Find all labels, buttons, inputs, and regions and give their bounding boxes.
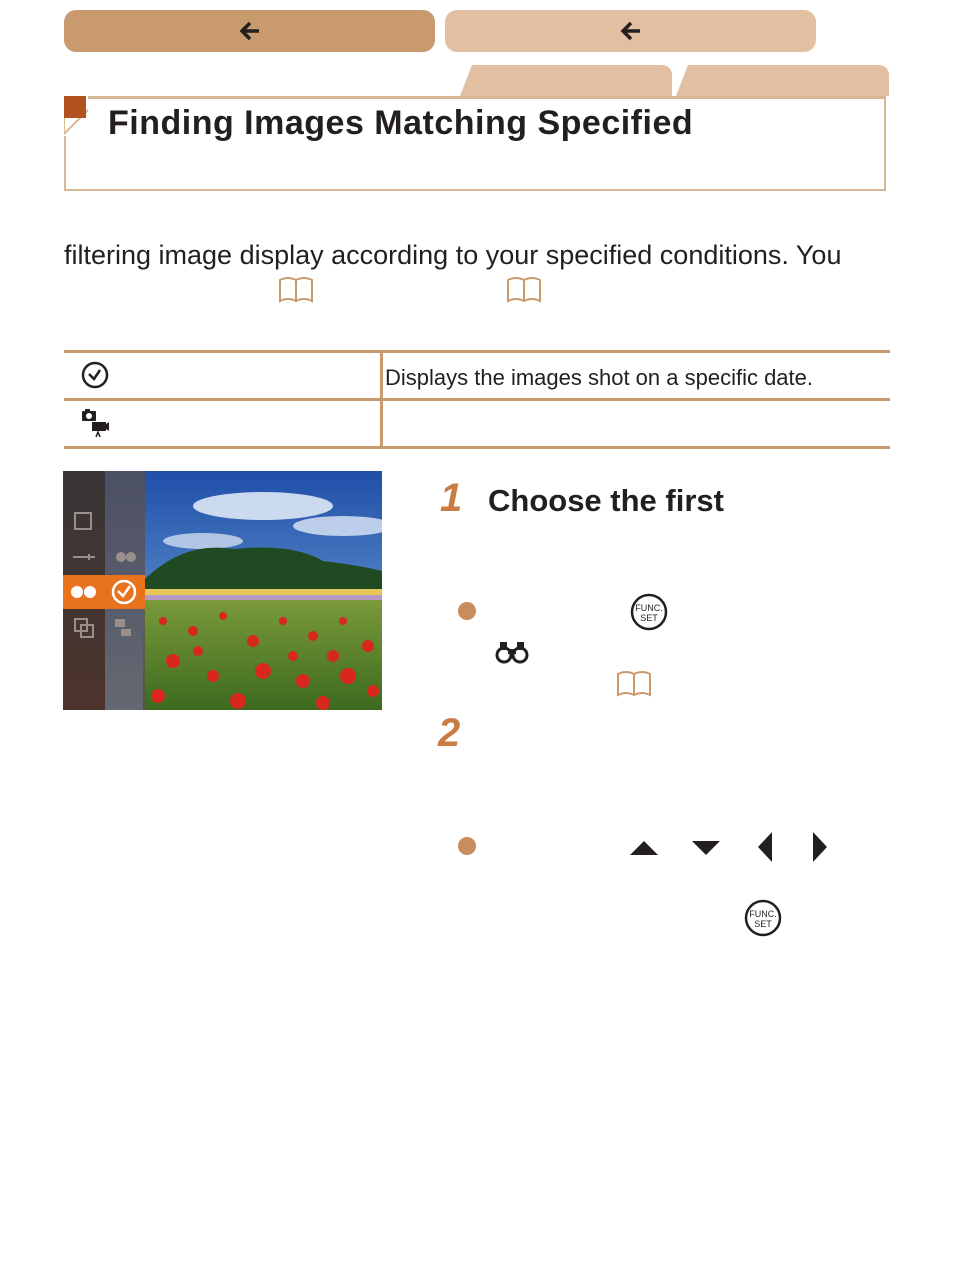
table-column-divider: [380, 350, 383, 448]
func-set-button-icon: [744, 899, 782, 937]
back-button[interactable]: [445, 10, 816, 52]
previous-page-button[interactable]: [64, 10, 435, 52]
arrow-left-icon: [620, 20, 642, 42]
tab-basic-guide[interactable]: [676, 65, 889, 96]
svg-text:FUNC.: FUNC.: [749, 909, 777, 919]
camera-screen-illustration: [63, 471, 382, 710]
binoculars-icon: [495, 640, 529, 664]
still-movie-icon: [80, 407, 110, 439]
table-row-divider: [64, 398, 890, 401]
step-number: 1: [440, 476, 463, 520]
title-corner-notch: [64, 96, 104, 136]
svg-text:FUNC.: FUNC.: [635, 603, 663, 613]
left-arrow-icon: [757, 832, 773, 862]
up-arrow-icon: [630, 840, 658, 856]
intro-text: filtering image display according to your specified conditions. You: [64, 240, 842, 270]
func-set-button-icon: [630, 593, 668, 631]
step-number: 2: [438, 711, 461, 755]
table-top-border: [64, 350, 890, 353]
book-reference-icon[interactable]: [278, 276, 314, 304]
camera-screen-image: [63, 471, 382, 710]
table-cell-description: Displays the images shot on a specific date.: [385, 365, 814, 390]
svg-text:SET: SET: [754, 919, 772, 929]
down-arrow-icon: [692, 840, 720, 856]
table-bottom-border: [64, 446, 890, 449]
page-title: Finding Images Matching Specified: [108, 104, 694, 142]
bullet-point: [458, 602, 476, 620]
step-title: Choose the first: [488, 483, 724, 518]
bullet-point: [458, 837, 476, 855]
right-arrow-icon: [812, 832, 828, 862]
arrow-left-icon: [239, 20, 261, 42]
clock-icon: [80, 360, 110, 390]
book-reference-icon[interactable]: [616, 670, 652, 698]
book-reference-icon[interactable]: [506, 276, 542, 304]
tab-before-use[interactable]: [460, 65, 672, 96]
svg-text:SET: SET: [640, 613, 658, 623]
